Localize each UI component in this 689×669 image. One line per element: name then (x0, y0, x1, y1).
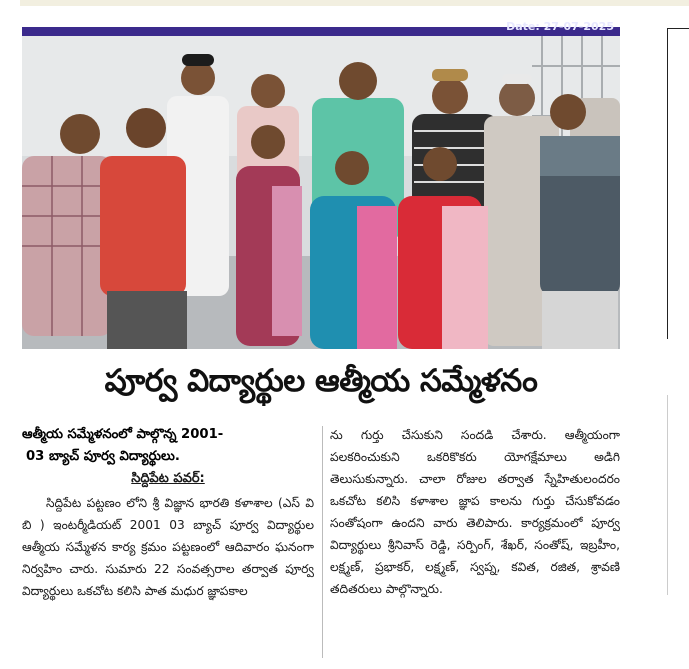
adjacent-column-divider (667, 395, 689, 595)
article-subheading (22, 424, 314, 468)
column-divider (322, 426, 323, 658)
article-headline: పూర్వ విద్యార్థుల ఆత్మీయ సమ్మేళనం (104, 363, 538, 399)
body-paragraph: సిద్దిపేట పట్టణం లోని శ్రీ విజ్ఞాన భారతి కళాశాల (ఎస్ వి బి ) ఇంటర్మీడియట్ 2001 03 బ్యాచ్ పూర్వ విద్యార్థుల ఆత్మీయ సమ్మేళన కార్య క్రమం పట్టణంలో ఆదివారం ఘనంగా నిర్వహిం చారు. సుమారు 22 సంవత్సరాల తర్వాత పూర్వ విద్యార్థులు ఒకచోట కలిసి పాత మధుర జ్ఞాపకాల (22, 496, 314, 598)
body-paragraph: ను గుర్తు చేసుకుని సందడి చేశారు. ఆత్మీయంగా పలకరించుకుని ఒకరికొకరు యోగక్షేమాలు అడిగి తెలుసుకున్నారు. చాలా రోజుల తర్వాత స్నేహితులందరం ఒకచోట కలిసి కళాశాల జ్ఞాప కాలను గుర్తు చేసుకోవడం సంతోషంగా ఉందని వారు తెలిపారు. కార్యక్రమంలో పూర్వ విద్యార్థులు శ్రీనివాస్ రెడ్డి, సర్పింగ్, శేఖర్, సంతోష్, ఇబ్రహీం, లక్ష్మణ్, ప్రభాకర్, లక్ష్మణ్, స్వప్న, కవిత, రజిత, శ్రావణి తదితరులు పాల్గొన్నారు. (330, 428, 620, 596)
article-left-column (22, 424, 314, 602)
group-photo (22, 36, 620, 349)
article-body-right (330, 424, 620, 600)
article-right-column (330, 424, 620, 600)
photo-date-bar (22, 20, 620, 36)
article-body-left (22, 492, 314, 602)
page-top-strip (20, 0, 689, 6)
subheading-line-2: 03 బ్యాచ్ పూర్వ విద్యార్థులు. (26, 449, 180, 464)
article-byline: సిద్దిపేట పవర్: (131, 471, 205, 486)
subheading-line-1: ఆత్మీయ సమ్మేళనంలో పాల్గొన్న 2001- (22, 427, 224, 442)
adjacent-column-border (667, 28, 689, 339)
photo-date: Date: 27-07-2025 (506, 20, 614, 33)
